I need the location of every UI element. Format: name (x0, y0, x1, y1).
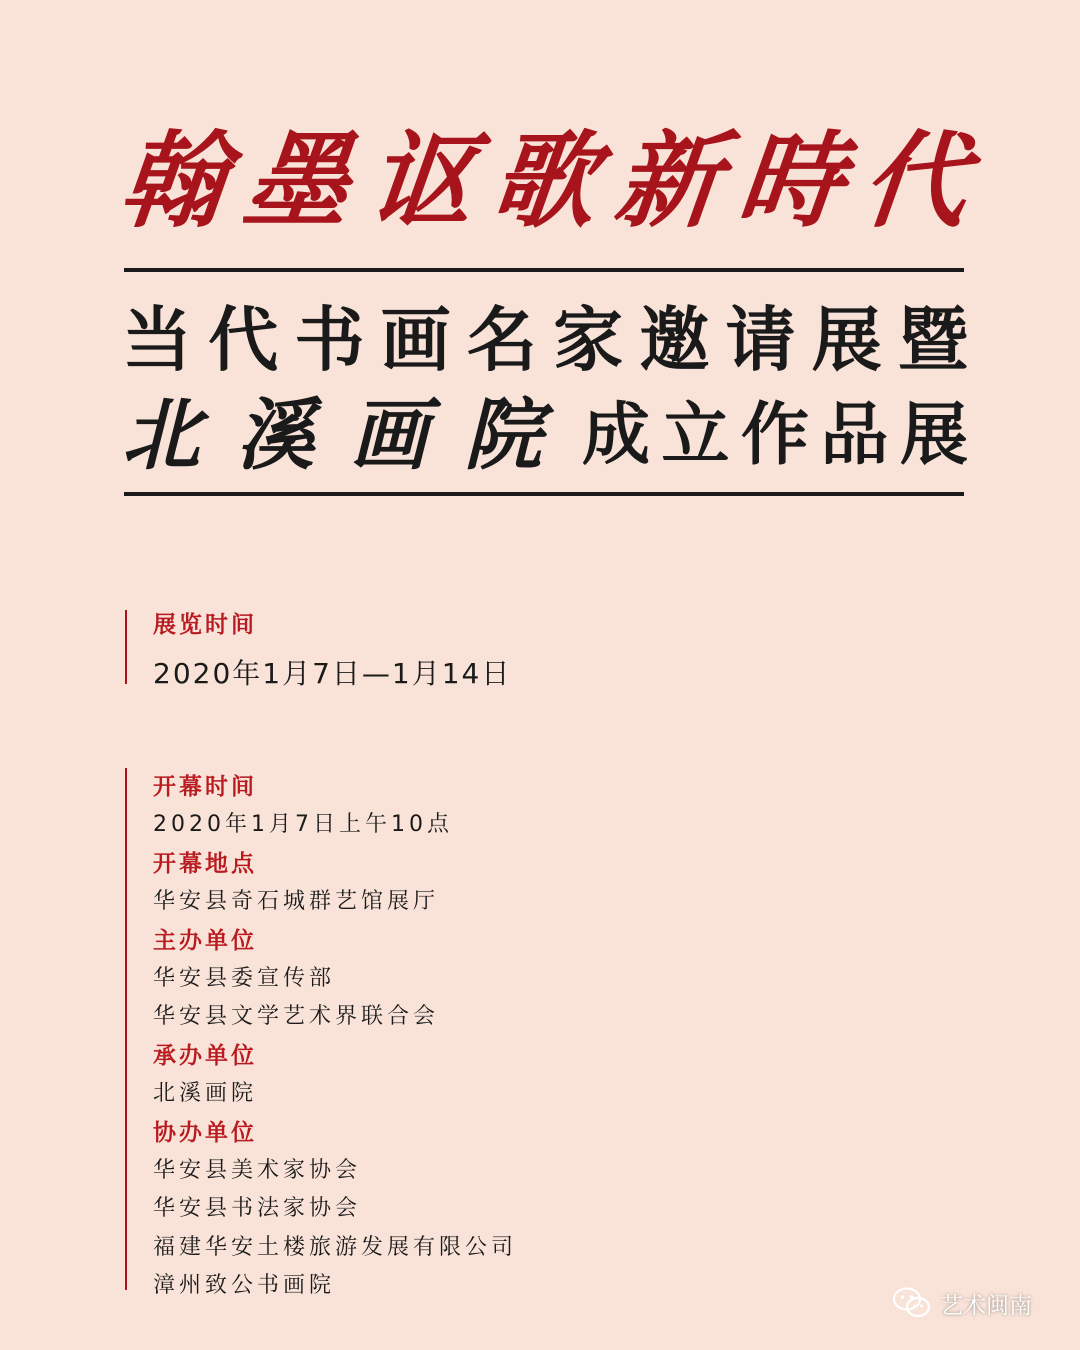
exhibition-period-section (125, 610, 512, 690)
subtitle-char: 展 (811, 298, 882, 381)
event-details-section (125, 768, 518, 1299)
opening-place-value: 华安县奇石城群艺馆展厅 (153, 889, 440, 915)
co-organizer-item: 漳州致公书画院 (153, 1273, 336, 1299)
organizer-item: 北溪画院 (153, 1081, 258, 1107)
subtitle-char: 成 (582, 395, 651, 475)
subtitle-char: 当 (122, 298, 192, 381)
exhibition-period-label: 展览时间 (153, 612, 257, 638)
subtitle-char: 品 (820, 395, 889, 475)
top-divider (124, 268, 964, 272)
calligraphy-char: 院 (463, 390, 542, 481)
opening-time-value: 2020年1月7日上午10点 (153, 812, 453, 838)
subtitle-char: 作 (740, 395, 809, 475)
banner-char: 墨 (238, 119, 356, 242)
co-organizer-item: 华安县美术家协会 (153, 1157, 362, 1183)
banner-title (114, 112, 974, 242)
subtitle-line-1 (122, 292, 968, 381)
host-item: 华安县文学艺术界联合会 (153, 1004, 440, 1030)
co-organizer-item: 华安县书法家协会 (153, 1196, 362, 1222)
exhibition-period-value: 2020年1月7日—1月14日 (153, 657, 512, 690)
banner-char: 翰 (114, 119, 232, 242)
host-item: 华安县委宣传部 (153, 965, 336, 991)
wechat-icon (892, 1286, 932, 1320)
co-organizer-label: 协办单位 (153, 1119, 257, 1146)
calligraphy-char: 北 (122, 390, 201, 481)
subtitle-line-2 (122, 384, 968, 481)
subtitle-char: 邀 (639, 298, 710, 381)
subtitle-char: 画 (380, 298, 451, 381)
opening-place-label: 开幕地点 (153, 850, 257, 877)
calligraphy-char: 画 (349, 390, 428, 481)
subtitle-char: 展 (899, 395, 968, 475)
banner-char: 代 (856, 119, 974, 242)
calligraphy-char: 溪 (235, 390, 314, 481)
subtitle-char: 立 (661, 395, 730, 475)
banner-char: 時 (732, 119, 850, 242)
subtitle-char: 名 (466, 298, 537, 381)
subtitle-char: 请 (725, 298, 796, 381)
subtitle-char: 暨 (897, 298, 968, 381)
account-watermark (892, 1283, 1032, 1323)
banner-char: 歌 (485, 119, 603, 242)
co-organizer-item: 福建华安土楼旅游发展有限公司 (153, 1234, 518, 1260)
banner-char: 讴 (361, 119, 479, 242)
organizer-label: 承办单位 (153, 1042, 257, 1069)
host-label: 主办单位 (153, 927, 257, 954)
academy-name-calligraphy (122, 373, 542, 485)
banner-char: 新 (609, 119, 727, 242)
founding-exhibition-text (582, 381, 968, 478)
subtitle-char: 家 (553, 298, 624, 381)
subtitle-char: 书 (294, 298, 365, 381)
watermark-text: 艺术闽南 (940, 1292, 1032, 1319)
bottom-divider (124, 492, 964, 496)
opening-time-label: 开幕时间 (153, 774, 257, 800)
subtitle-char: 代 (208, 298, 279, 381)
